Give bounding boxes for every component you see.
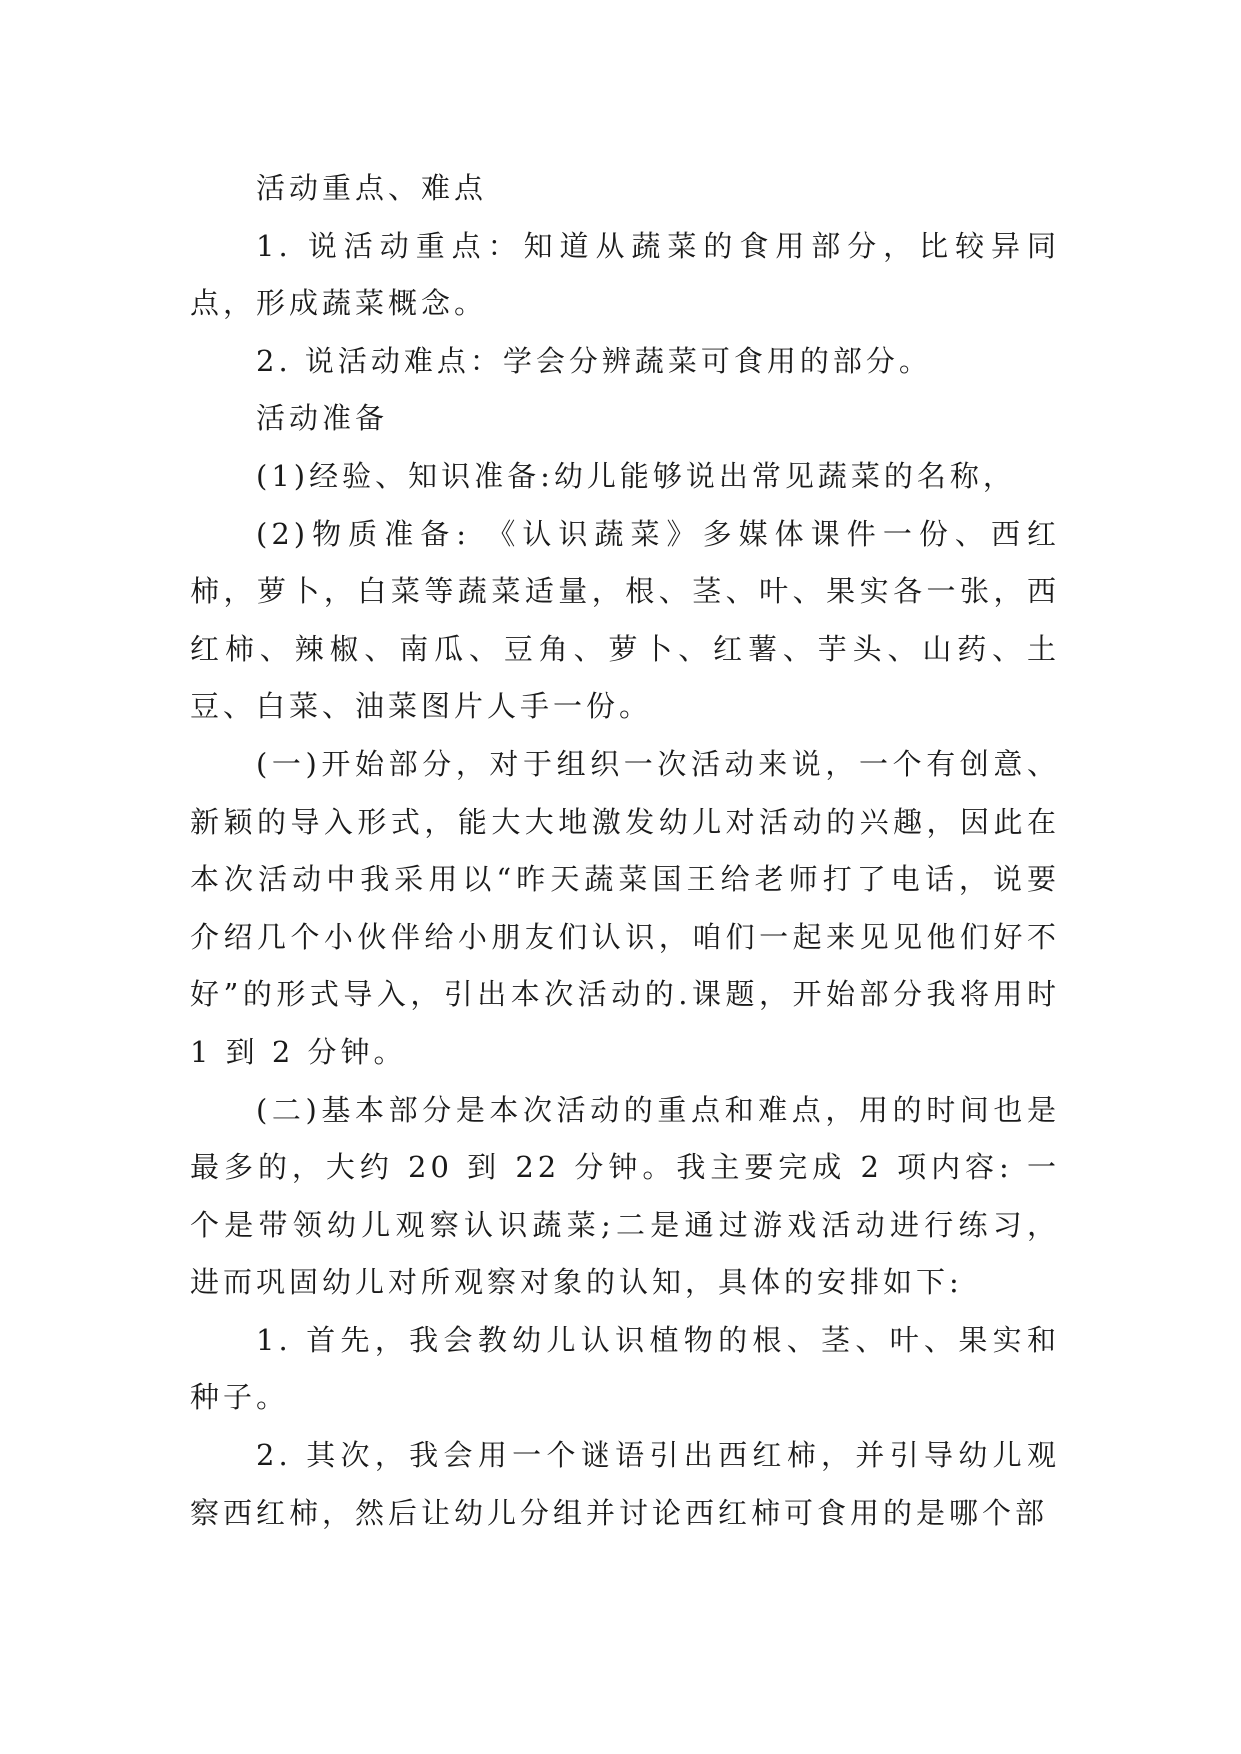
paragraph-step-2: 2. 其次，我会用一个谜语引出西红柿，并引导幼儿观察西红柿，然后让幼儿分组并讨论西红柿可食用的是哪个部	[190, 1438, 1060, 1530]
paragraph-key-point: 1. 说活动重点：知道从蔬菜的食用部分，比较异同点，形成蔬菜概念。	[190, 228, 1060, 321]
paragraph-difficult-point: 2. 说活动难点：学会分辨蔬菜可食用的部分。	[256, 343, 932, 378]
paragraph-step-1: 1. 首先，我会教幼儿认识植物的根、茎、叶、果实和种子。	[190, 1322, 1060, 1415]
paragraph-experience-prep: (1)经验、知识准备:幼儿能够说出常见蔬菜的名称，	[256, 458, 1016, 493]
paragraph-material-prep: (2)物质准备: 《认识蔬菜》多媒体课件一份、西红柿，萝卜，白菜等蔬菜适量，根、茎、叶、果实各一张，西红柿、辣椒、南瓜、豆角、萝卜、红薯、芋头、山药、土豆、白菜、油菜图片人手一份。	[190, 516, 1060, 724]
heading-preparation: 活动准备	[256, 401, 389, 436]
paragraph-basic-part: (二)基本部分是本次活动的重点和难点，用的时间也是最多的，大约 20 到 22 分钟。我主要完成 2 项内容: 一个是带领幼儿观察认识蔬菜;二是通过游戏活动进行练习，进而巩固幼儿对所观察对象的认知，具体的安排如下:	[190, 1092, 1060, 1300]
document-body	[190, 160, 1060, 1542]
heading-key-points: 活动重点、难点	[256, 171, 488, 205]
paragraph-opening-part: (一)开始部分，对于组织一次活动来说，一个有创意、新颖的导入形式，能大大地激发幼儿对活动的兴趣，因此在本次活动中我采用以“昨天蔬菜国王给老师打了电话，说要介绍几个小伙伴给小朋友们认识，咱们一起来见见他们好不好”的形式导入，引出本次活动的.课题，开始部分我将用时 1 到 2 分钟。	[190, 746, 1060, 1069]
